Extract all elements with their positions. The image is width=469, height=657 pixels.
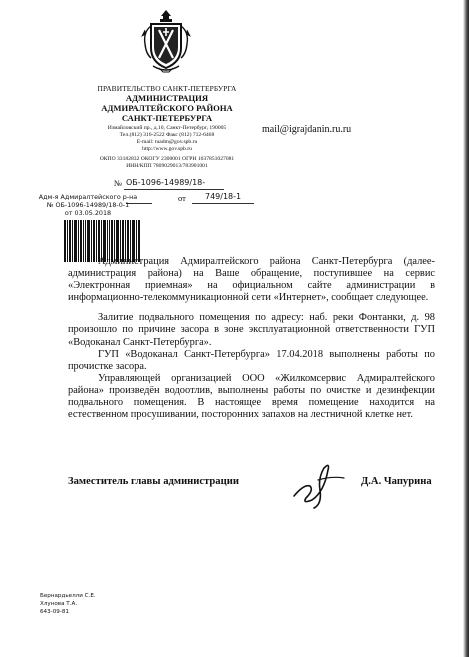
letter-body — [68, 256, 435, 421]
registration-number-underline — [124, 189, 224, 190]
body-paragraph-management: Управляющей организацией ООО «Жилкомсервис Адмиралтейского района» произведён водоотлив, выполнены работы по очистке и дезинфекции подвального помещения. В настоящее время помещение находится на естественном просушивании, посторонних запахов на лестничной клетке нет. — [68, 372, 435, 421]
incoming-stamp — [38, 193, 138, 217]
executor-footer — [40, 592, 96, 616]
signatory-position: Заместитель главы администрации — [68, 476, 239, 487]
stamp-line-2: № ОБ-1096-14989/18-0-1 — [46, 201, 130, 209]
body-paragraph-vodokanal: ГУП «Водоканал Санкт-Петербурга» 17.04.2018 выполнены работы по прочистке засора. — [68, 348, 435, 372]
incoming-reference-underline — [192, 203, 254, 204]
government-title: ПРАВИТЕЛЬСТВО САНКТ-ПЕТЕРБУРГА — [97, 84, 237, 93]
from-label: от — [178, 193, 186, 203]
phone-fax-line: Тел.(812) 316-2522 Факс (812) 712-6468 — [119, 132, 215, 138]
executor-name-1: Бернардьелли С.Е. — [40, 593, 96, 599]
administration-title-line-3: САНКТ-ПЕТЕРБУРГА — [121, 113, 213, 123]
stamp-line-1: Адм-я Адмиралтейского р-на — [38, 193, 138, 201]
recipient-email: mail@igrajdanin.ru.ru — [262, 124, 352, 135]
incoming-reference: 749/18-1 — [205, 192, 242, 201]
okpo-codes-line: ОКПО 33182832 ОКОГУ 2300001 ОГРН 1037851027081 — [99, 156, 235, 162]
coat-of-arms-emblem — [141, 8, 191, 74]
signatory-name: Д.А. Чапурина — [361, 476, 432, 487]
address-line: Измайловский пр., д.10, Санкт-Петербург, 190005 — [107, 125, 227, 131]
scan-edge — [463, 0, 469, 657]
website-line: http://www.gov.spb.ru — [142, 146, 192, 152]
handwritten-signature — [284, 456, 350, 510]
body-paragraph-intro: Администрация Адмиралтейского района Санкт-Петербурга (далее- администрация района) на Ваше обращение, поступившее на сервис «Электронная приемная» на официальном сайте администрации в информационно-телекоммуникационной сети «Интернет», сообщает следующее. — [68, 256, 435, 304]
administration-title-line-1: АДМИНИСТРАЦИЯ — [125, 93, 209, 103]
registration-number: ОБ-1096-14989/18- — [126, 178, 206, 187]
executor-phone: 643-09-81 — [40, 609, 69, 615]
executor-name-2: Хлунова Т.А. — [40, 601, 78, 607]
stamp-line-3: от 03.05.2018 — [64, 209, 112, 217]
body-paragraph-flooding: Залитие подвального помещения по адресу: наб. реки Фонтанки, д. 98 произошло по причине засора в зоне эксплуатационной ответственности ГУП «Водоканал Санкт-Петербурга». — [68, 312, 435, 348]
email-line: E-mail: tuadm@gov.spb.ru — [136, 139, 198, 145]
registration-number-sign: № — [114, 178, 123, 188]
administration-title-line-2: АДМИРАЛТЕЙСКОГО РАЙОНА — [101, 103, 233, 113]
inn-kpp-line: ИНН/КПП 7809029013/783901001 — [126, 163, 208, 169]
